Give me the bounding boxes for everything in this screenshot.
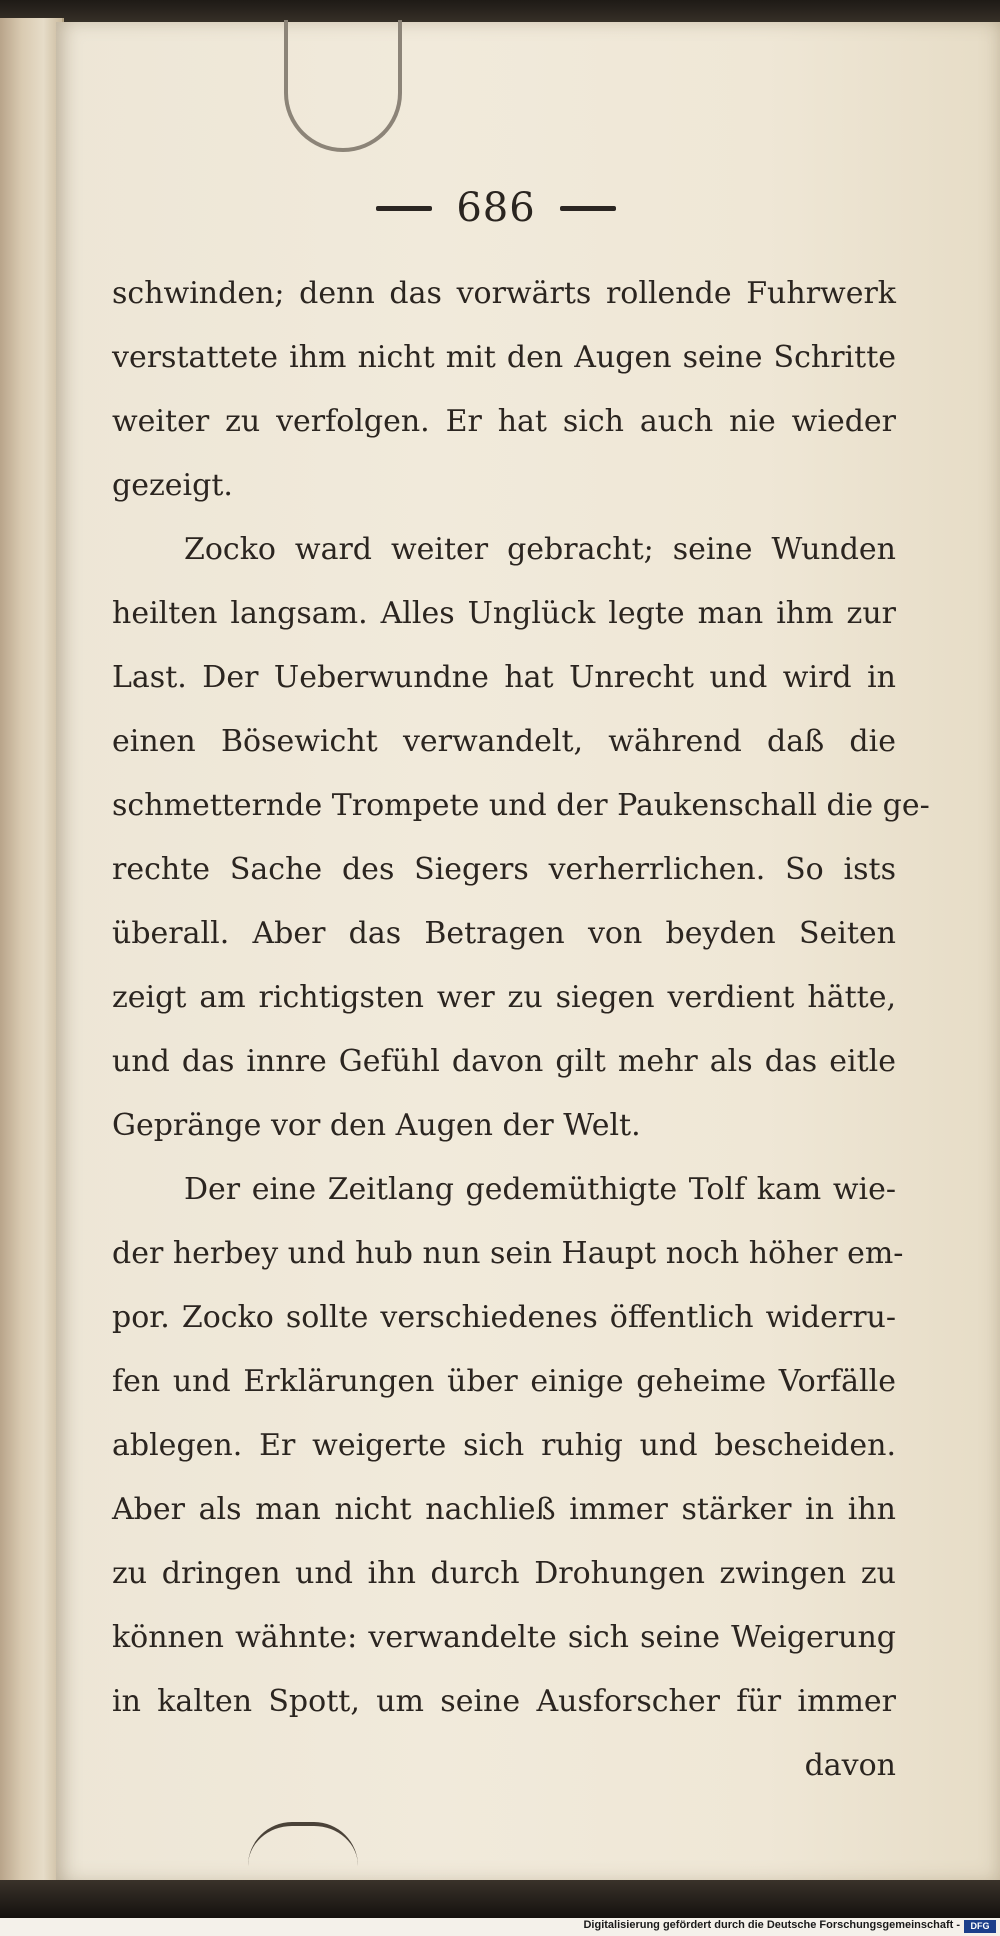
text-line: einen Bösewicht verwandelt, während daß die [112,724,896,759]
page-header [356,178,636,238]
text-line: in kalten Spott, um seine Ausforscher für immer [112,1684,896,1719]
page-number: 686 [456,185,536,231]
catchword: davon [804,1748,896,1783]
text-line: Zocko ward weiter gebracht; seine Wunden [184,532,896,567]
text-line: der herbey und hub nun sein Haupt noch höher em- [112,1236,904,1271]
page-stack-edge [0,18,64,1898]
body-text [112,262,930,1798]
text-line: rechte Sache des Siegers verherrlichen. So ists [112,852,896,887]
text-line: Aber als man nicht nachließ immer stärker in ihn [112,1492,896,1527]
text-line: schwinden; denn das vorwärts rollende Fuhrwerk [112,276,896,311]
header-dash-right [560,206,616,211]
text-line: und das innre Gefühl davon gilt mehr als das eitle [112,1044,896,1079]
funding-credit: Digitalisierung gefördert durch die Deutsche Forschungsgemeinschaft - [583,1919,960,1931]
header-dash-left [376,206,432,211]
text-line: Der eine Zeitlang gedemüthigte Tolf kam wie- [184,1172,896,1207]
text-line: schmetternde Trompete und der Paukenschall die ge- [112,788,930,823]
text-line: gezeigt. [112,468,233,503]
text-line: heilten langsam. Alles Unglück legte man ihm zur [112,596,896,631]
text-line: verstattete ihm nicht mit den Augen seine Schritte [112,340,896,375]
text-line: zeigt am richtigsten wer zu siegen verdient hätte, [112,980,896,1015]
bookmark-ribbon [284,20,402,152]
text-line: Gepränge vor den Augen der Welt. [112,1108,641,1143]
footer-bar [0,1918,1000,1936]
text-line: Last. Der Ueberwundne hat Unrecht und wird in [112,660,896,695]
text-line: zu dringen und ihn durch Drohungen zwingen zu [112,1556,896,1591]
dfg-logo: DFG [964,1920,996,1933]
text-line: können wähnte: verwandelte sich seine Weigerung [112,1620,896,1655]
text-line: weiter zu verfolgen. Er hat sich auch nie wieder [112,404,896,439]
text-line: überall. Aber das Betragen von beyden Seiten [112,916,896,951]
book-bottom-edge [0,1880,1000,1918]
text-line: por. Zocko sollte verschiedenes öffentlich widerru- [112,1300,896,1335]
text-line: fen und Erklärungen über einige geheime Vorfälle [112,1364,896,1399]
text-line: ablegen. Er weigerte sich ruhig und bescheiden. [112,1428,896,1463]
